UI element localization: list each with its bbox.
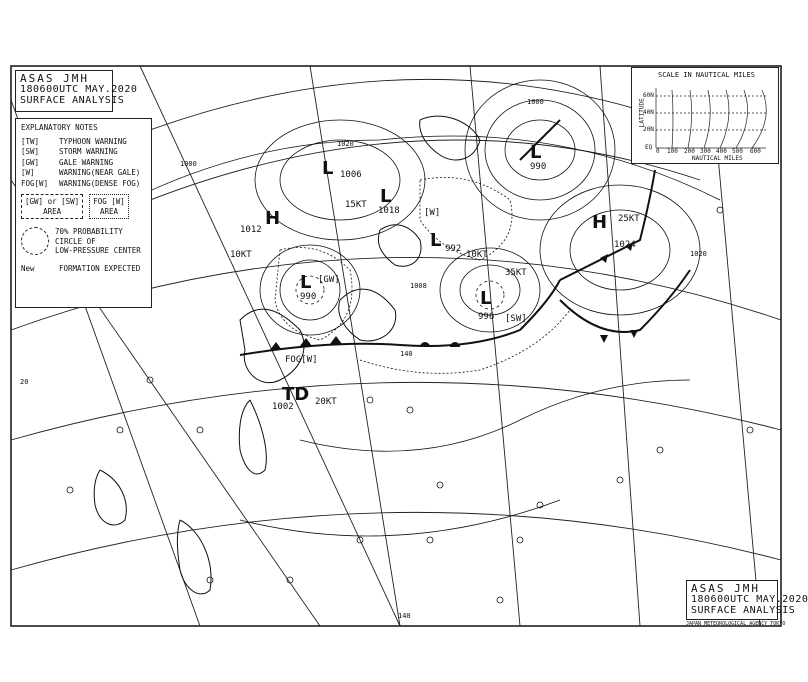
high-center-1: H [592, 212, 608, 233]
legend-text: WARNING(DENSE FOG) [59, 178, 141, 188]
td-center: TD [282, 384, 310, 405]
wind-speed-label: 35KT [505, 268, 527, 278]
new-formation-note [21, 264, 146, 274]
chart-title: ASAS JMH [20, 72, 89, 85]
scale-lat-tick: 60N [643, 92, 654, 99]
scale-lat-tick: EQ [645, 144, 653, 151]
footer-subtitle: SURFACE ANALYSIS [691, 605, 796, 616]
scale-title: SCALE IN NAUTICAL MILES [658, 71, 755, 79]
scale-x-label: NAUTICAL MILES [692, 155, 743, 162]
low-value-3: 990 [530, 162, 547, 172]
legend-item [21, 147, 146, 157]
scale-x-tick: 500 [732, 148, 743, 155]
new-code: New [21, 263, 35, 273]
scale-x-tick: 300 [700, 148, 711, 155]
isobar-label: 1008 [410, 282, 427, 290]
legend-item [21, 158, 146, 168]
low-center-5: L [430, 230, 442, 251]
scale-x-tick: 200 [684, 148, 695, 155]
td-value: 1002 [272, 402, 294, 412]
chart-time: 180600UTC MAY.2020 [20, 84, 138, 95]
high-center-2: H [265, 208, 281, 229]
legend-code: FOG[W] [21, 178, 49, 188]
low-value-2: 1018 [378, 206, 400, 216]
wind-speed-label: 10KT [466, 250, 488, 260]
new-text: FORMATION EXPECTED [59, 263, 141, 273]
area-sample-word: AREA [99, 206, 119, 216]
legend-item [21, 179, 146, 189]
latitude-label: 20 [20, 378, 29, 386]
low-center-2: L [380, 186, 392, 207]
legend-code: [GW] [21, 157, 40, 167]
gale-storm-area-sample [21, 194, 83, 219]
low-value-5: 992 [445, 244, 462, 254]
legend-item [21, 137, 146, 147]
high-value-1: 1024 [614, 240, 636, 250]
probability-text [55, 227, 141, 256]
chart-subtitle: SURFACE ANALYSIS [20, 95, 125, 106]
low-center-4: L [480, 288, 492, 309]
low-value-4: 996 [478, 312, 495, 322]
legend-text: STORM WARNING [59, 147, 118, 156]
probability-line: 70% PROBABILITY [55, 227, 123, 236]
low-center-1: L [322, 158, 334, 179]
agency-credit: JAPAN METEOROLOGICAL AGENCY TOKYO [686, 621, 786, 627]
isobar-label: 1000 [527, 98, 544, 106]
longitude-label: 140 [398, 612, 411, 620]
low-center-3: L [530, 142, 542, 163]
scale-x-tick: 100 [667, 148, 678, 155]
footer-title: ASAS JMH [691, 582, 760, 595]
area-sample-code: [GW] or [SW] [25, 197, 80, 206]
probability-note [21, 227, 146, 256]
wind-speed-label: 15KT [345, 200, 367, 210]
legend-code: [SW] [21, 147, 40, 156]
isobar-label: 1020 [337, 140, 354, 148]
low-value-1: 1006 [340, 170, 362, 180]
warning-label: [W] [424, 208, 441, 218]
wind-speed-label: 20KT [315, 397, 337, 407]
legend-code: [TW] [21, 136, 40, 146]
probability-line: LOW-PRESSURE CENTER [55, 246, 141, 255]
chart-footer-header [686, 580, 808, 620]
scale-lat-tick: 40N [643, 109, 654, 116]
legend-text: GALE WARNING [59, 157, 114, 167]
low-value-6: 990 [300, 292, 317, 302]
legend-text: TYPHOON WARNING [59, 136, 127, 146]
footer-time: 180600UTC MAY.2020 [691, 594, 808, 605]
legend-title: EXPLANATORY NOTES [21, 123, 98, 132]
legend-item [21, 168, 146, 178]
fog-area-sample [89, 194, 129, 219]
isobar-label: 1000 [180, 160, 197, 168]
area-samples [21, 194, 146, 219]
scale-x-tick: 600 [750, 148, 761, 155]
scale-box [631, 67, 779, 164]
scale-latitude-label: LATITUDE [638, 98, 646, 128]
warning-label: [GW] [318, 275, 340, 285]
longitude-label: 140 [400, 350, 413, 358]
isobar-label: 1020 [690, 250, 707, 258]
wind-speed-label: 25KT [618, 214, 640, 224]
low-center-6: L [300, 272, 312, 293]
scale-x-tick: 0 [656, 148, 660, 155]
legend-code: [W] [21, 168, 35, 177]
warning-label: FOG[W] [285, 355, 318, 365]
area-sample-code: FOG [W] [93, 197, 125, 206]
wind-speed-label: 10KT [230, 250, 252, 260]
legend-text: WARNING(NEAR GALE) [59, 168, 141, 177]
chart-header [15, 70, 138, 112]
probability-line: CIRCLE OF [55, 236, 96, 246]
high-value-2: 1012 [240, 225, 262, 235]
scale-lat-tick: 20N [643, 126, 654, 133]
area-sample-word: AREA [43, 206, 62, 216]
scale-x-tick: 400 [716, 148, 727, 155]
explanatory-notes [15, 118, 152, 308]
warning-label: [SW] [505, 314, 527, 324]
probability-circle-icon [21, 227, 49, 255]
